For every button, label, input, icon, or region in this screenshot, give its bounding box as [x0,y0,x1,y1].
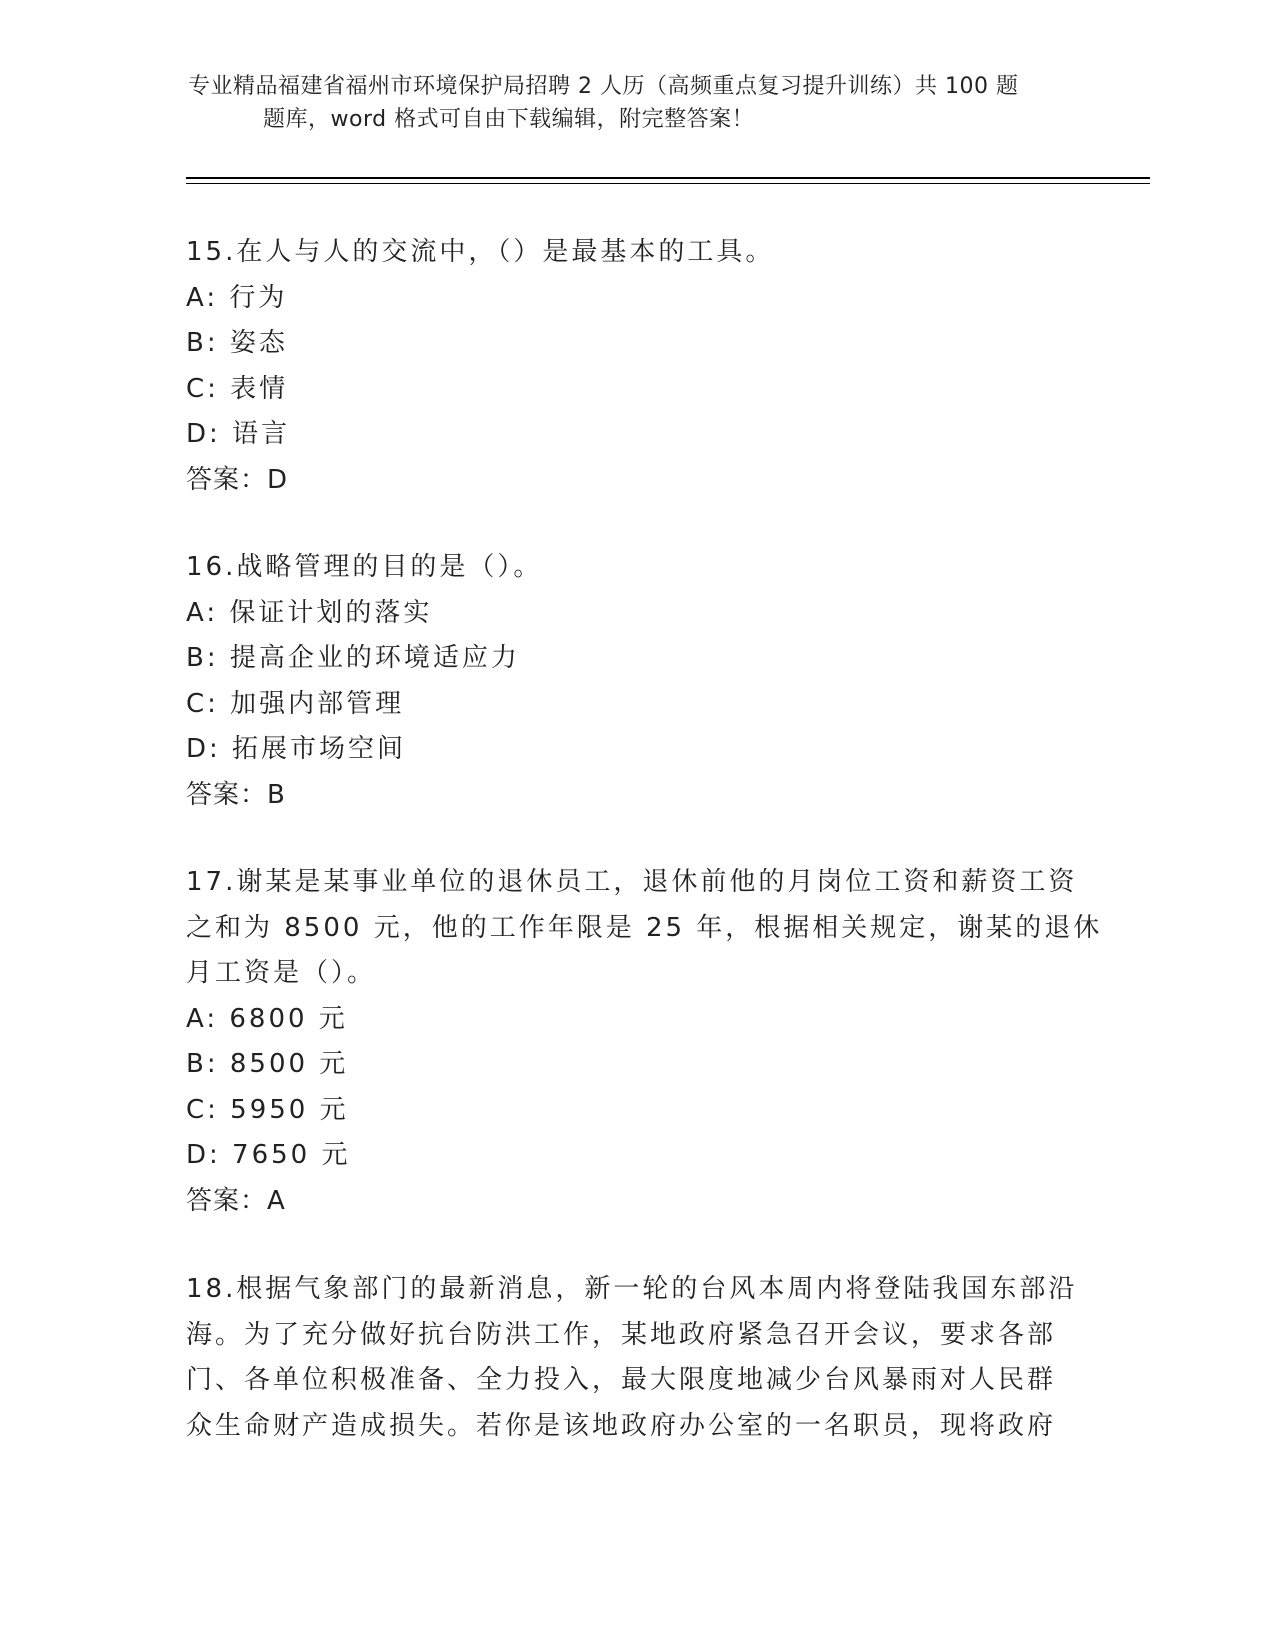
option-c: C: 5950 元 [186,1094,349,1125]
question-stem-line-3: 月工资是（）。 [186,958,377,988]
option-c: C: 表情 [186,373,289,404]
question-16 [186,545,1086,818]
option-b: B: 提高企业的环境适应力 [186,643,520,673]
question-stem-line-1: 17.谢某是某事业单位的退休员工，退休前他的月岗位工资和薪资工资 [186,867,1078,897]
question-stem: 15.在人与人的交流中，（）是最基本的工具。 [186,237,775,267]
option-a: A: 6800 元 [186,1003,348,1034]
option-b: B: 8500 元 [186,1049,349,1079]
option-a: A: 保证计划的落实 [186,597,433,628]
question-15 [186,230,1086,503]
header-divider-thick [186,177,1150,179]
header-divider-thin [186,183,1150,184]
option-d: D: 7650 元 [186,1140,351,1170]
question-17 [186,860,1103,1224]
question-stem-line-1: 18.根据气象部门的最新消息，新一轮的台风本周内将登陆我国东部沿 [186,1274,1078,1304]
answer: 答案：A [186,1185,286,1216]
question-stem-line-2: 海。为了充分做好抗台防洪工作，某地政府紧急召开会议，要求各部 [186,1319,1057,1350]
document-header [188,70,1088,136]
option-a: A: 行为 [186,282,288,313]
question-stem-line-2: 之和为 8500 元，他的工作年限是 25 年，根据相关规定，谢某的退休 [186,912,1103,943]
question-18 [186,1267,1086,1449]
header-title-line-2: 题库，word 格式可自由下载编辑，附完整答案！ [263,107,755,132]
option-c: C: 加强内部管理 [186,688,405,719]
answer: 答案：B [186,779,286,810]
question-stem-line-3: 门、各单位积极准备、全力投入，最大限度地减少台风暴雨对人民群 [186,1365,1057,1395]
header-title-line-1: 专业精品福建省福州市环境保护局招聘 2 人历（高频重点复习提升训练）共 100 题 [188,74,1019,99]
answer: 答案：D [186,464,289,495]
option-d: D: 拓展市场空间 [186,734,407,764]
option-b: B: 姿态 [186,328,288,358]
question-stem: 16.战略管理的目的是（）。 [186,552,543,582]
option-d: D: 语言 [186,419,291,449]
question-stem-line-4: 众生命财产造成损失。若你是该地政府办公室的一名职员，现将政府 [186,1410,1057,1441]
